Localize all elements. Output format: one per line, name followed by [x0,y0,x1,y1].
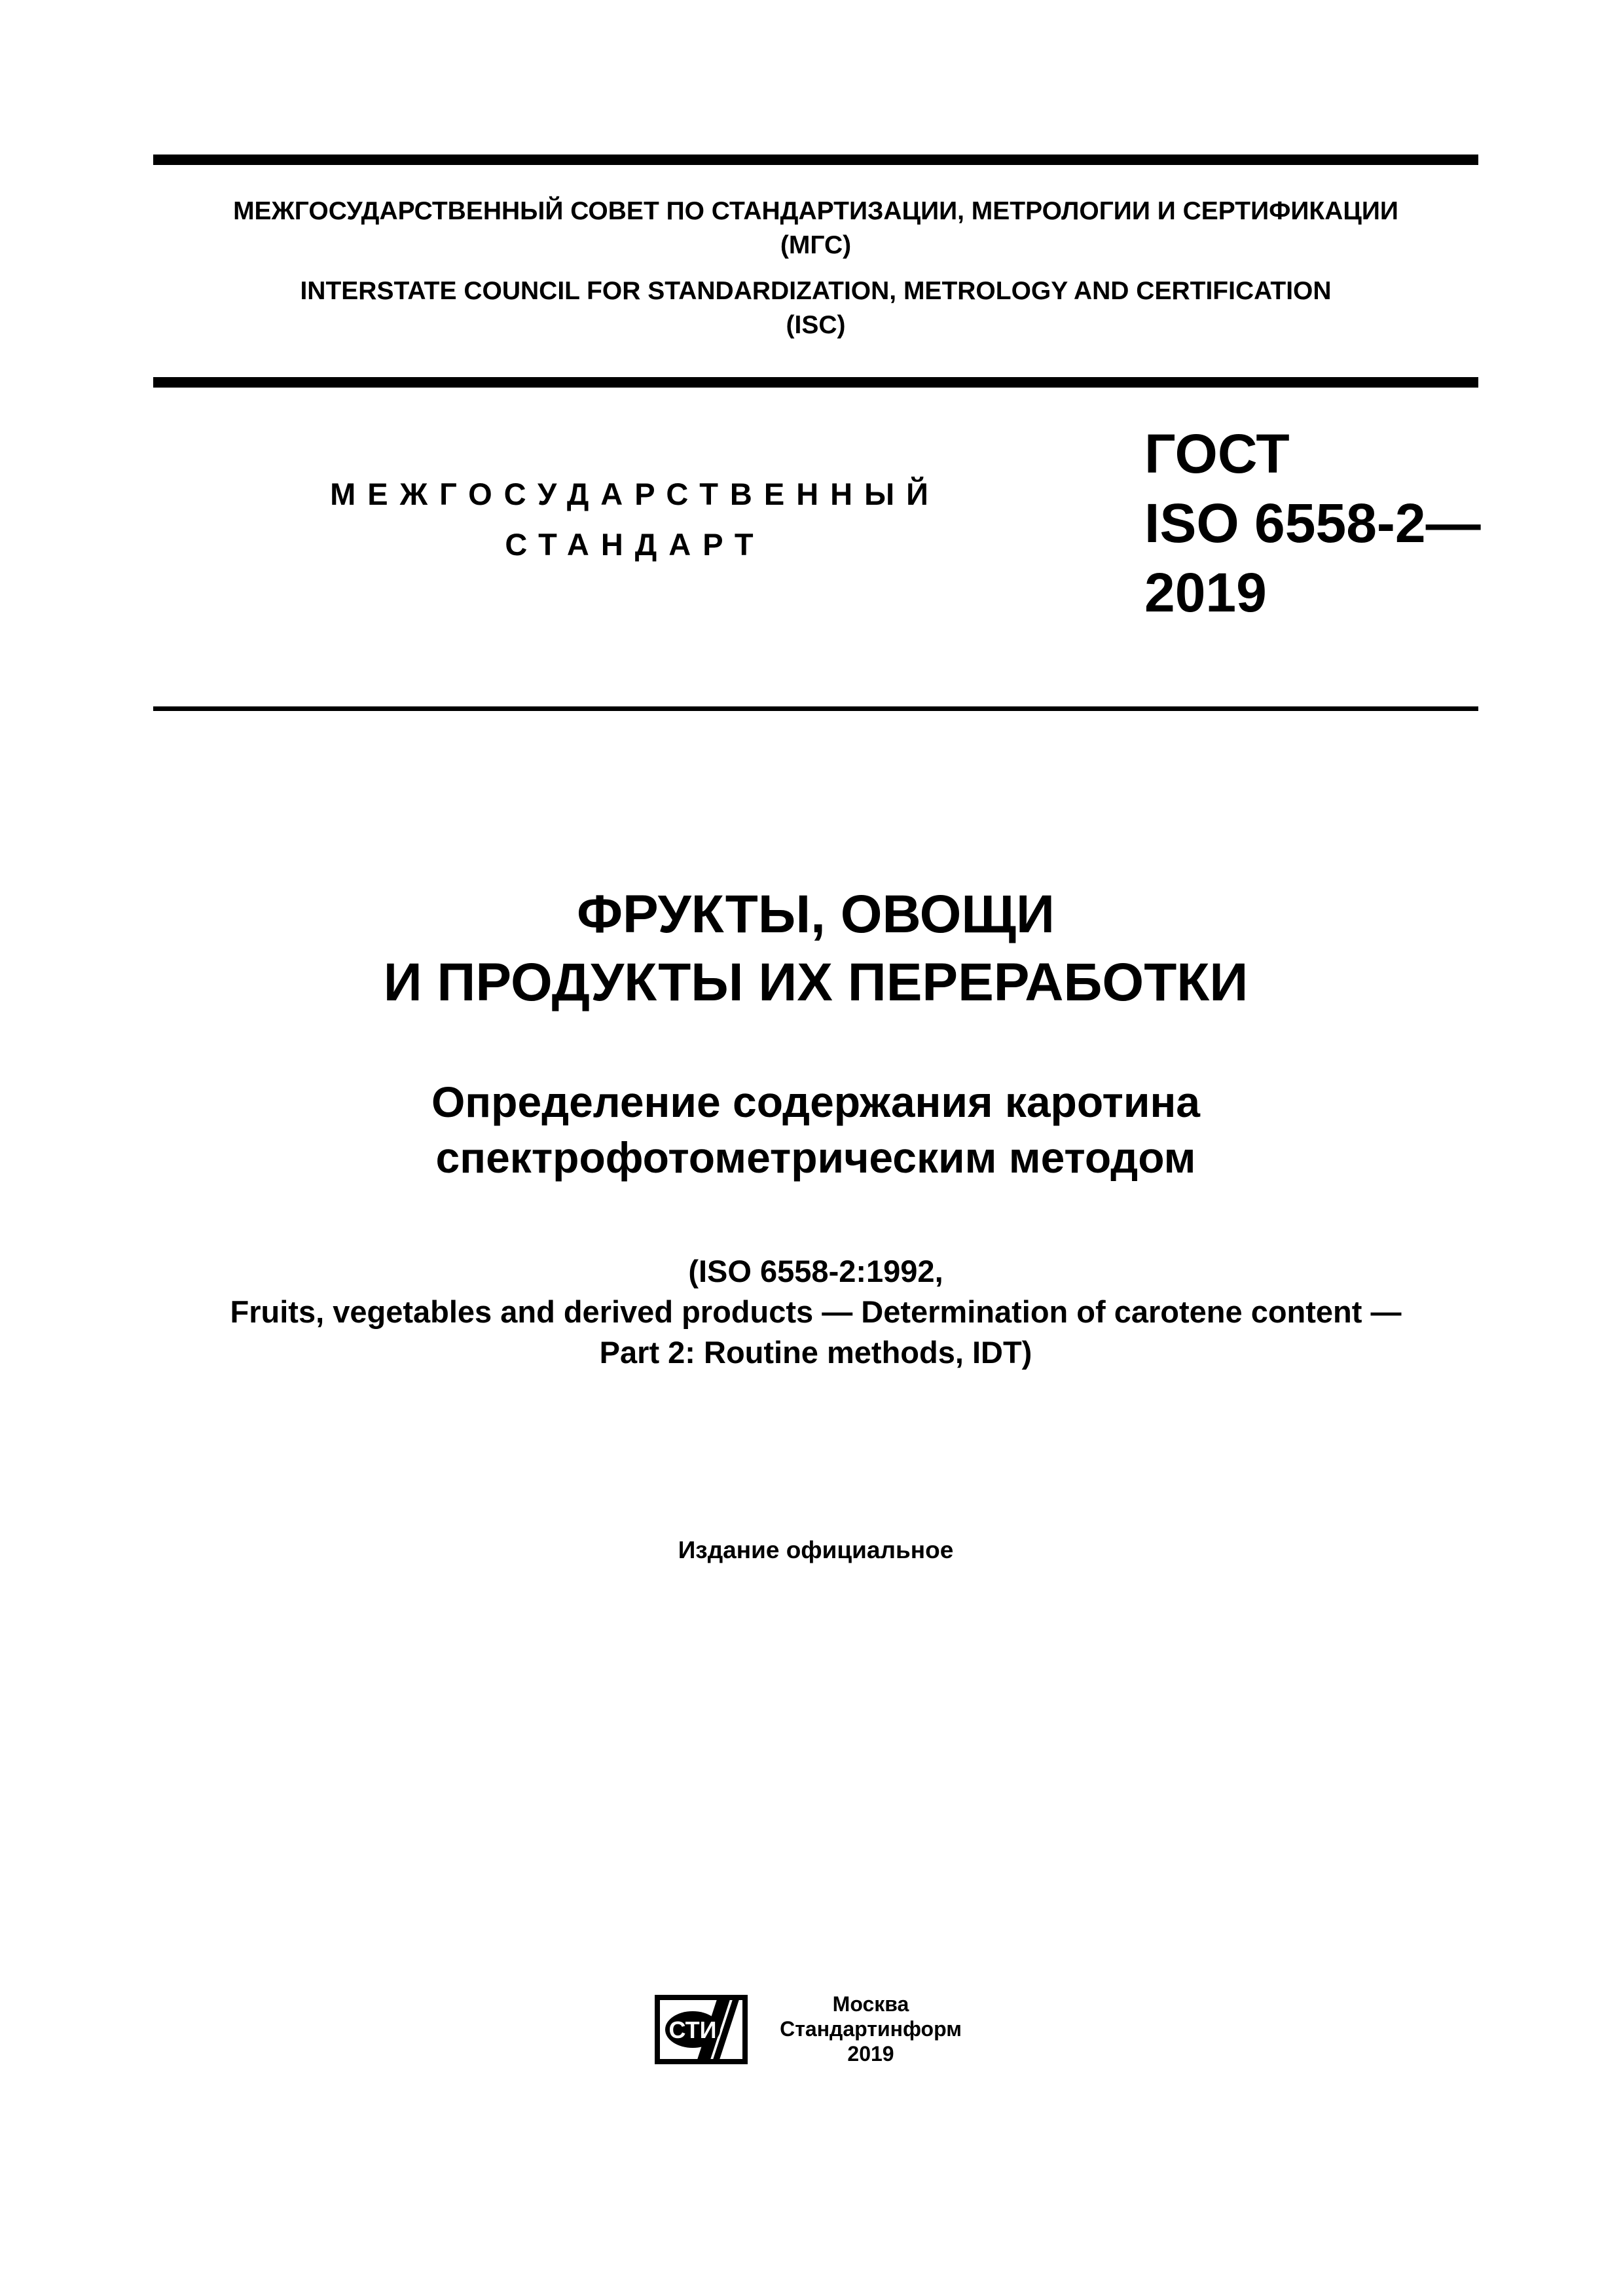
standard-kind-line2: СТАНДАРТ [505,527,765,562]
council-name-en-line1: INTERSTATE COUNCIL FOR STANDARDIZATION, METROLOGY AND CERTIFICATION [300,277,1332,305]
publisher-name: Стандартинформ [780,2017,962,2041]
designation-line3: 2019 [1144,562,1267,623]
council-abbrev-en: (ISC) [786,311,846,339]
standard-designation [1144,419,1481,627]
council-name-russian [153,194,1478,263]
middle-rule [153,377,1478,388]
iso-reference-line2: Fruits, vegetables and derived products — Determination of carotene content — [230,1294,1402,1329]
publisher-year: 2019 [847,2042,894,2066]
designation-line2: ISO 6558-2— [1144,492,1481,554]
council-abbrev-ru: (МГС) [780,231,852,259]
iso-reference-line3: Part 2: Routine methods, IDT) [599,1335,1032,1370]
document-subtitle-line2: спектрофотометрическим методом [435,1133,1196,1182]
document-title-line1: ФРУКТЫ, ОВОЩИ [577,884,1055,944]
designation-line1: ГОСТ [1144,423,1290,484]
standard-kind-line1: МЕЖГОСУДАРСТВЕННЫЙ [330,477,940,511]
council-name-english [153,274,1478,342]
top-rule [153,155,1478,165]
edition-label: Издание официальное [678,1537,954,1563]
logo-text: СТИ [668,2016,717,2043]
council-name-ru-line1: МЕЖГОСУДАРСТВЕННЫЙ СОВЕТ ПО СТАНДАРТИЗАЦИИ, МЕТРОЛОГИИ И СЕРТИФИКАЦИИ [233,197,1398,225]
iso-reference-line1: (ISO 6558-2:1992, [688,1254,943,1288]
document-title-line2: И ПРОДУКТЫ ИХ ПЕРЕРАБОТКИ [383,953,1249,1012]
publisher-city: Москва [832,1992,909,2016]
standartinform-logo-icon [655,1995,748,2064]
document-subtitle-line1: Определение содержания каротина [431,1078,1201,1126]
bottom-rule [153,706,1478,711]
publisher-block [759,1992,982,2066]
